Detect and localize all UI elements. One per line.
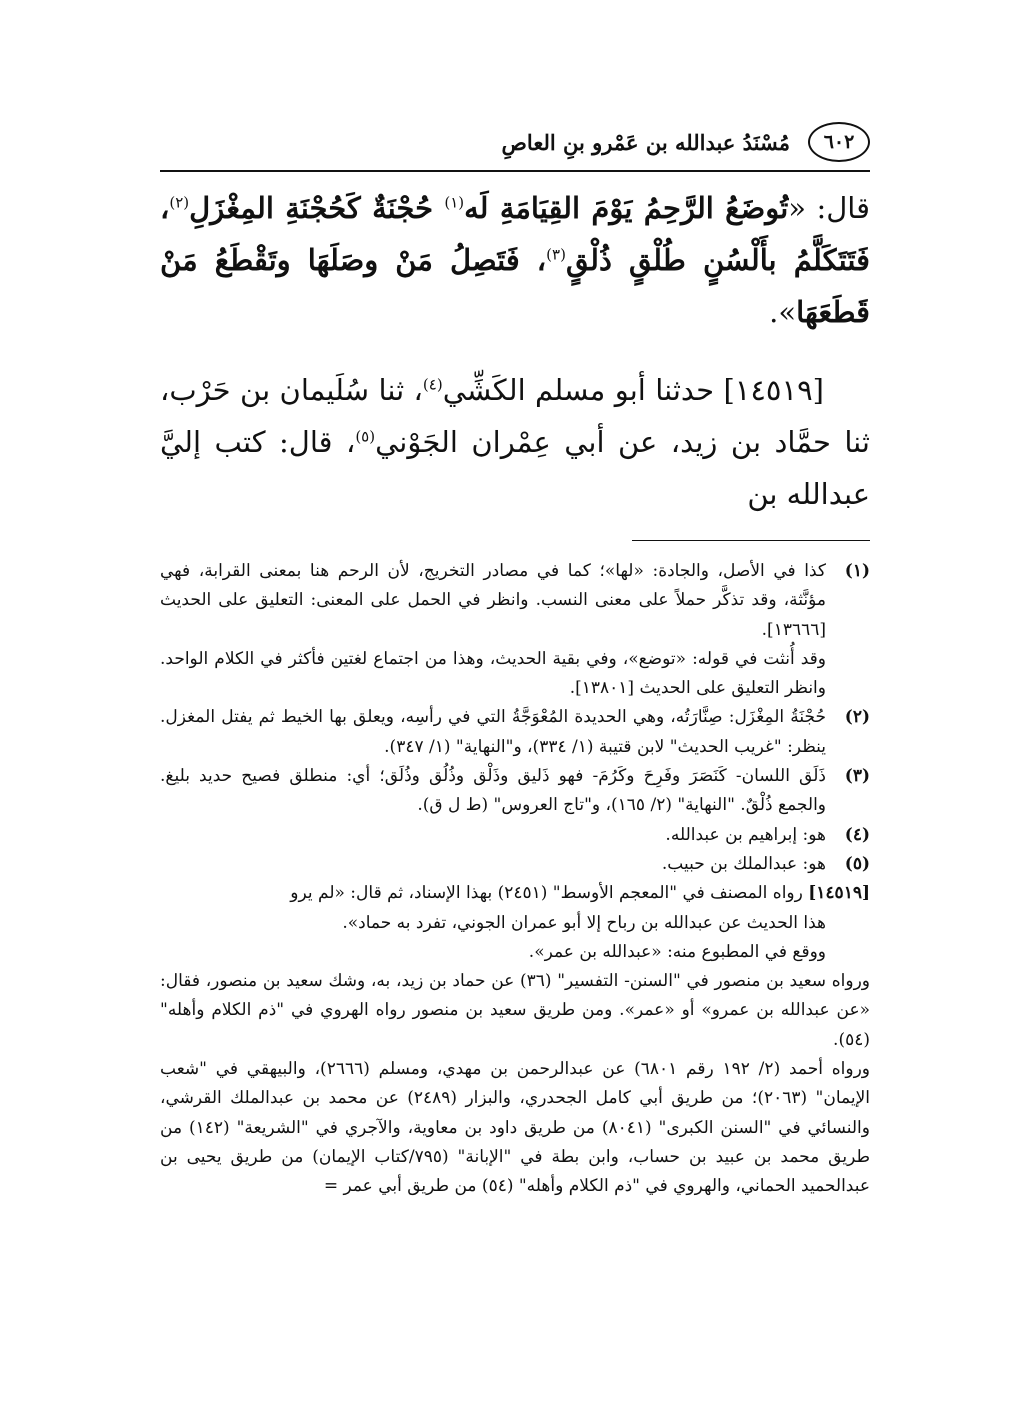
takhrij-paragraph: ورواه أحمد (٢/ ١٩٢ رقم ٦٨٠١) عن عبدالرحمن بن مهدي، ومسلم (٢٦٦٦)، والبيهقي في "شعب الإيمان" (٢٠٦٣)؛ من طريق أبي كامل الجحدري، والبزار (٢٤٨٩) عن محمد بن عبدالملك القرشي، والنسائي في "السنن الكبرى" (٨٠٤١) من طريق داود بن معاوية، والآجري في "الشريعة" (١٤٢) من طريق محمد بن عبيد بن حساب، وابن بطة في "الإبانة" (٧٩٥/كتاب الإيمان) من طريق يحيى بن عبدالحميد الحماني، والهروي في "ذم الكلام وأهله" (٥٤) من طريق أبي عمر = [160,1059,870,1197]
footnote-4 [160,821,870,850]
header-rule [160,170,870,172]
footnote-text: هو: عبدالملك بن حبيب. [661,853,826,874]
hadith-paragraph-2 [160,364,870,520]
footnote-body [160,703,826,762]
takhrij-print-note: ووقع في المطبوع منه: «عبدالله بن عمر». [528,941,826,962]
running-title: مُسْنَدُ عبدالله بن عَمْرو بنِ العاصِ [501,129,790,155]
footnote-text: كذا في الأصل، والجادة: «لها»؛ كما في مصادر التخريج، لأن الرحم هنا بمعنى القرابة، فهي مؤنَّثة، وقد تذكَّر حملاً على معنى النسب. وانظر في الحمل على المعنى: التعليق على الحديث [١٣٦٦٦]. [160,561,826,640]
isnad-b: ، ثنا سُلَيمان بن حَرْب، ثنا حمَّاد بن زيد، عن أبي عِمْران الجَوْني [160,373,870,459]
footnote-number: (٤) [844,824,870,845]
footnote-ref-2[interactable]: (٢) [169,193,190,212]
hadith-quote-a: تُوضَعُ الرَّحِمُ يَوْمَ القِيَامَةِ لَه [464,191,789,225]
footnote-3 [160,762,870,821]
footnote-text: ذَلَق اللسان- كَنَصَرَ وفَرِحَ وكَرُمَ- فهو ذَليق وذَلْق وذُلُق وذُلَق؛ أي: منطلق فصيح حديد بليغ. والجمع ذُلْقٌ. "النهاية" (٢/ ١٦٥)، و"تاج العروس" (ط ل ق). [160,766,826,816]
takhrij-first-line [160,879,870,908]
footnote-number: (٥) [844,853,870,874]
footnote-body [160,821,826,850]
footnote-number: (٣) [844,766,870,787]
footnote-body [160,557,826,703]
hadith-quote-c: ، فَتَتَكَلَّمُ بأَلْسُنٍ طُلْقٍ ذُلْقٍ [160,191,871,277]
running-header [160,118,870,166]
footnote-body [160,850,826,879]
footnote-ref-5[interactable]: (٥) [355,427,376,446]
hadith-paragraph-1 [160,182,870,338]
isnad-a: [١٤٥١٩] حدثنا أبو مسلم الكَشِّي [442,373,824,407]
main-text [160,182,870,520]
footnote-2 [160,703,870,762]
hadith-quote-d: ، فَتَصِلُ مَنْ وصَلَهَا وتَقْطَعُ مَنْ قَطَعَهَا [160,243,870,329]
book-page [160,118,870,1202]
takhrij-paragraph: ورواه سعيد بن منصور في "السنن- التفسير" (٣٦) عن حماد بن زيد، به، وشك سعيد بن منصور، فقال: «عن عبدالله بن عمرو» أو «عمر». ومن طريق سعيد بن منصور رواه الهروي في "ذم الكلام وأهله" (٥٤). [160,971,870,1050]
isnad-c: ، قال: كتب إليَّ عبدالله بن [160,425,870,511]
intro-text: قال: « [788,191,870,225]
takhrij-quote-line: هذا الحديث عن عبدالله بن رباح إلا أبو عمران الجوني، تفرد به حماد». [342,912,826,933]
footnote-1 [160,557,870,703]
page-number-badge: ٦٠٢ [808,122,870,162]
footnote-text: حُجْنَةُ المِغْزَل: صِنَّارَتُه، وهي الحديدة المُعْوَجَّةُ التي في رأسِه، ويعلق بها الخيط ثم يفتل المغزل. ينظر: "غريب الحديث" لابن قتيبة (١/ ٣٣٤)، و"النهاية" (١/ ٣٤٧). [160,707,826,757]
takhrij-number: [١٤٥١٩] [808,883,870,904]
footnote-text: وقد أُنثت في قوله: «توضع»، وفي بقية الحديث، وهذا من اجتماع لغتين فأكثر في الكلام الواحد. وانظر التعليق على الحديث [١٣٨٠١]. [160,648,826,699]
footnote-number: (١) [844,561,870,581]
footnote-separator [632,540,870,541]
footnote-5 [160,850,870,879]
footnote-ref-1[interactable]: (١) [444,193,465,212]
footnote-ref-4[interactable]: (٤) [422,375,443,394]
takhrij-note [160,879,870,1201]
closing-quote: ». [769,295,797,329]
footnote-number: (٢) [844,707,870,728]
footnote-body [160,762,826,821]
takhrij-text: رواه المصنف في "المعجم الأوسط" (٢٤٥١) بهذا الإسناد، ثم قال: «لم يرو [290,883,803,904]
footnote-text: هو: إبراهيم بن عبدالله. [665,824,826,845]
footnote-separator-wrap [160,520,870,557]
footnotes [160,557,870,1202]
hadith-quote-b: حُجْنَةٌ كَحُجْنَةِ المِغْزَلِ [189,191,445,225]
footnote-ref-3[interactable]: (٣) [546,245,566,264]
